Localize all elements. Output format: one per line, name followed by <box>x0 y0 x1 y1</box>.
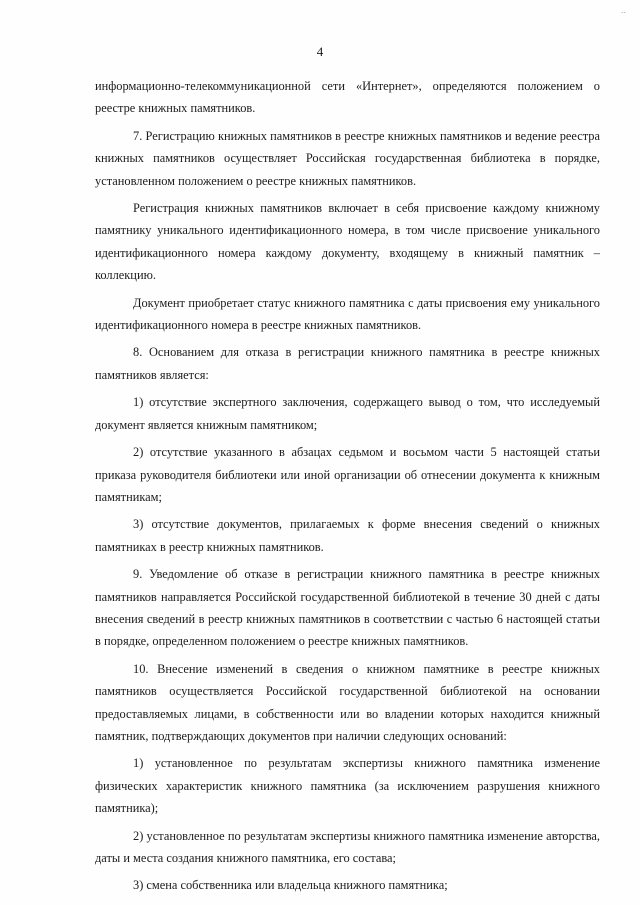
page-number: 4 <box>316 44 324 59</box>
paragraph-status: Документ приобретает статус книжного памятника с даты присвоения ему уникального идентификационного номера в реестре книжных памятников. <box>95 295 600 333</box>
paragraph-item-8: 8. Основанием для отказа в регистрации книжного памятника в реестре книжных памятников является: <box>95 345 600 382</box>
paragraph-item-8-2: 2) отсутствие указанного в абзацах седьмом и восьмом части 5 настоящей статьи приказа руководителя библиотеки или иной организации об отнесении документа к книжным памятникам; <box>95 445 600 504</box>
paragraph-item-7: 7. Регистрацию книжных памятников в реестре книжных памятников и ведение реестра книжных памятников осуществляет Российская государственная библиотека в порядке, установленном положением о реестре книжных памятников. <box>95 128 600 188</box>
body-text <box>95 75 600 902</box>
paragraph-item-10-2: 2) установленное по результатам экспертизы книжного памятника изменение авторства, даты и места создания книжного памятника, его состава; <box>95 828 600 865</box>
paragraph-item-9: 9. Уведомление об отказе в регистрации книжного памятника в реестре книжных памятников направляется Российской государственной библиотекой в течение 30 дней с даты внесения сведений в реестр книжных памятников в соответствии с частью 6 настоящей статьи в порядке, определенном положением о реестре книжных памятников. <box>95 567 600 649</box>
paragraph-item-10-1: 1) установленное по результатам экспертизы книжного памятника изменение физических характеристик книжного памятника (за исключением разрушения книжного памятника); <box>95 756 600 816</box>
paragraph-continuation: информационно-телекоммуникационной сети «Интернет», определяются положением о реестре книжных памятников. <box>95 79 600 116</box>
corner-mark: .. <box>620 6 626 15</box>
paragraph-item-10-3: 3) смена собственника или владельца книжного памятника; <box>133 878 448 893</box>
paragraph-registration: Регистрация книжных памятников включает в себя присвоение каждому книжному памятнику уникального идентификационного номера, в том числе присвоение уникального идентификационного номера каждому документу, входящему в книжный памятник – коллекцию. <box>95 201 600 283</box>
paragraph-item-10: 10. Внесение изменений в сведения о книжном памятнике в реестре книжных памятников осуществляется Российской государственной библиотекой на основании предоставляемых лицами, в собственности или во владении которых находится книжный памятник, подтверждающих документов при наличии следующих оснований: <box>95 661 600 743</box>
paragraph-item-8-3: 3) отсутствие документов, прилагаемых к форме внесения сведений о книжных памятниках в реестр книжных памятников. <box>95 517 600 554</box>
paragraph-item-8-1: 1) отсутствие экспертного заключения, содержащего вывод о том, что исследуемый документ является книжным памятником; <box>95 395 600 432</box>
